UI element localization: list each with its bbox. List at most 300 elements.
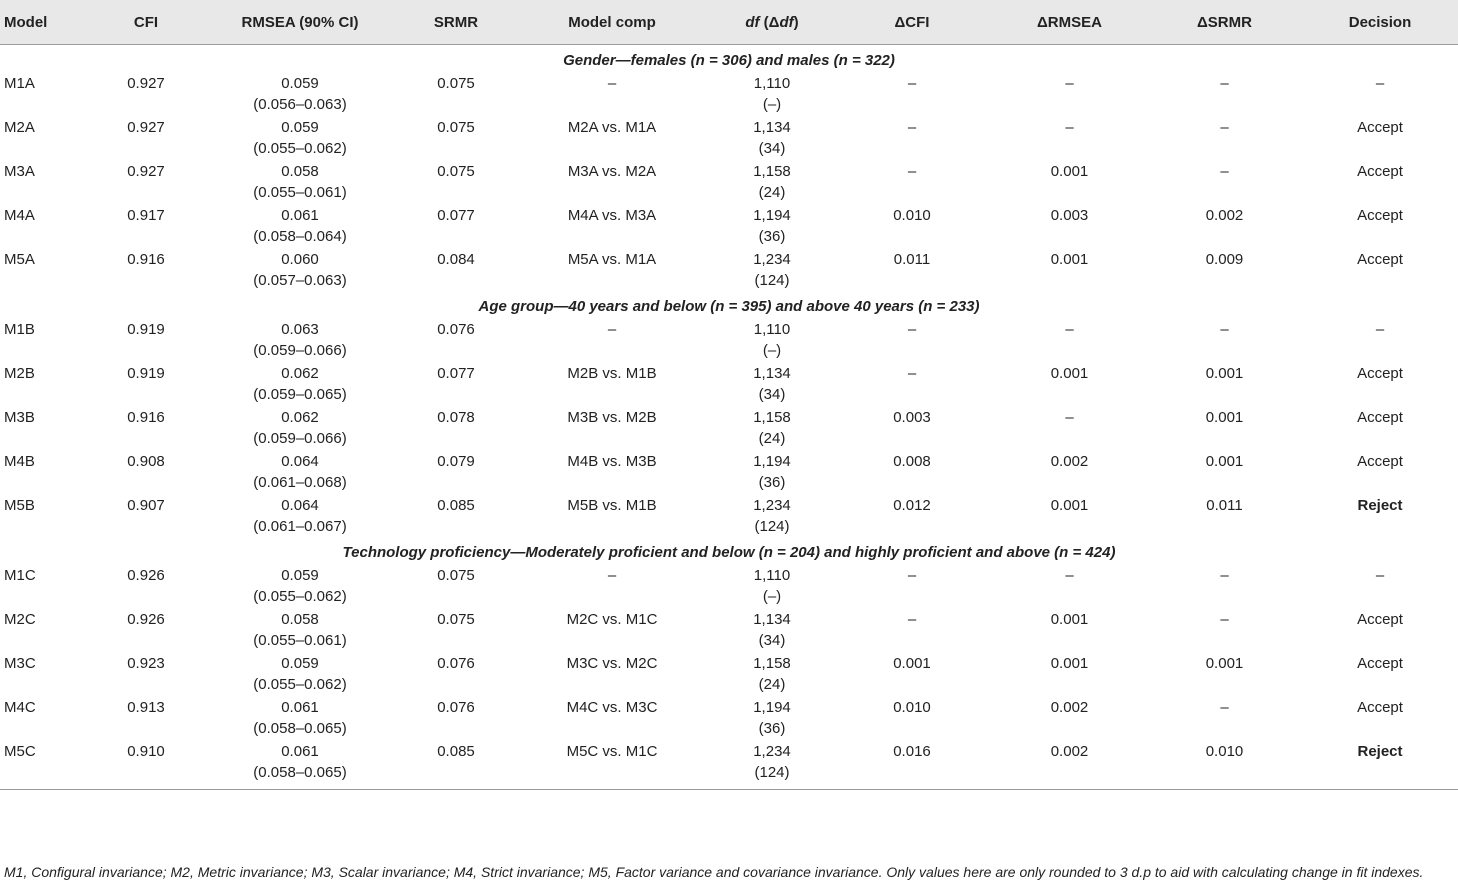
cell-df xyxy=(712,203,832,247)
cell-srmr xyxy=(400,247,512,291)
cell-delta-cfi xyxy=(832,493,992,537)
header-delta-cfi: ΔCFI xyxy=(832,0,992,45)
cell-delta-rmsea-value: – xyxy=(1065,75,1074,92)
cell-rmsea-ci: (0.058–0.065) xyxy=(253,720,347,737)
cell-delta-rmsea-value: 0.003 xyxy=(1050,207,1089,224)
cell-cfi-value: 0.926 xyxy=(127,567,165,584)
cell-delta-rmsea xyxy=(992,159,1147,203)
cell-srmr xyxy=(400,651,512,695)
cell-delta-rmsea-value: 0.002 xyxy=(1050,743,1089,760)
cell-model-comp-value: M3A vs. M2A xyxy=(567,163,657,180)
table-row xyxy=(0,247,1458,291)
cell-delta-srmr xyxy=(1147,159,1302,203)
cell-model-comp xyxy=(512,607,712,651)
cell-decision xyxy=(1302,247,1458,291)
cell-delta-rmsea-value: 0.001 xyxy=(1050,163,1089,180)
cell-rmsea xyxy=(200,739,400,790)
cell-srmr-value: 0.076 xyxy=(437,655,475,672)
cell-model-comp-value: M4C vs. M3C xyxy=(566,699,658,716)
cell-model-value: M5A xyxy=(4,251,35,268)
cell-decision xyxy=(1302,651,1458,695)
cell-cfi-value: 0.927 xyxy=(127,119,165,136)
cell-model-value: M4B xyxy=(4,453,35,470)
table-footnote: M1, Configural invariance; M2, Metric invariance; M3, Scalar invariance; M4, Strict invariance; M5, Factor variance and covariance invariance. Only values here are only rounded to 3 d.p to aid with calculating change in fit indexes. xyxy=(4,864,1424,880)
table-body xyxy=(0,45,1458,790)
table-row xyxy=(0,695,1458,739)
cell-model-value: M2C xyxy=(4,611,36,628)
cell-delta-cfi-value: – xyxy=(907,163,917,180)
cell-delta-df: (36) xyxy=(758,474,786,491)
cell-delta-cfi xyxy=(832,739,992,790)
table-row xyxy=(0,405,1458,449)
cell-df-value: 1,158 xyxy=(753,163,791,180)
cell-delta-cfi xyxy=(832,405,992,449)
cell-df-value: 1,134 xyxy=(753,365,791,382)
cell-model-value: M2A xyxy=(4,119,35,136)
cell-srmr xyxy=(400,317,512,361)
cell-rmsea-value: 0.059 xyxy=(281,119,319,136)
cell-rmsea-value: 0.063 xyxy=(281,321,319,338)
cell-delta-rmsea xyxy=(992,115,1147,159)
cell-decision-value: Accept xyxy=(1357,453,1403,470)
cell-cfi-value: 0.907 xyxy=(127,497,165,514)
cell-delta-rmsea-value: 0.001 xyxy=(1050,655,1089,672)
cell-delta-df: (24) xyxy=(758,676,786,693)
cell-delta-cfi-value: 0.003 xyxy=(893,409,931,426)
cell-rmsea-ci: (0.059–0.065) xyxy=(253,386,347,403)
cell-decision-value: Accept xyxy=(1357,655,1403,672)
cell-delta-cfi xyxy=(832,317,992,361)
cell-cfi xyxy=(92,563,200,607)
cell-rmsea-value: 0.062 xyxy=(281,365,319,382)
cell-model-comp-value: – xyxy=(607,567,617,584)
cell-delta-srmr-value: – xyxy=(1220,119,1229,136)
header-srmr: SRMR xyxy=(400,0,512,45)
cell-cfi-value: 0.927 xyxy=(127,163,165,180)
table-row xyxy=(0,317,1458,361)
cell-rmsea xyxy=(200,247,400,291)
cell-delta-rmsea-value: 0.001 xyxy=(1050,251,1089,268)
cell-delta-df: (36) xyxy=(758,228,786,245)
cell-model-comp xyxy=(512,317,712,361)
cell-rmsea xyxy=(200,563,400,607)
cell-delta-srmr-value: – xyxy=(1220,567,1229,584)
cell-df xyxy=(712,739,832,790)
cell-cfi xyxy=(92,115,200,159)
cell-srmr xyxy=(400,493,512,537)
cell-rmsea xyxy=(200,361,400,405)
cell-srmr-value: 0.085 xyxy=(437,743,475,760)
cell-df-value: 1,194 xyxy=(753,699,791,716)
cell-delta-srmr-value: 0.010 xyxy=(1205,743,1244,760)
cell-model-comp xyxy=(512,71,712,115)
cell-srmr-value: 0.078 xyxy=(437,409,475,426)
cell-model-comp-value: M2C vs. M1C xyxy=(566,611,658,628)
cell-delta-cfi xyxy=(832,71,992,115)
cell-df xyxy=(712,563,832,607)
cell-delta-df: (24) xyxy=(758,184,786,201)
cell-df xyxy=(712,159,832,203)
cell-model xyxy=(0,695,92,739)
cell-delta-srmr xyxy=(1147,695,1302,739)
cell-decision xyxy=(1302,563,1458,607)
header-df-close: ) xyxy=(793,13,799,31)
cell-delta-rmsea xyxy=(992,695,1147,739)
table-row xyxy=(0,159,1458,203)
cell-rmsea-ci: (0.055–0.062) xyxy=(253,140,347,157)
cell-delta-cfi-value: – xyxy=(907,321,917,338)
cell-cfi xyxy=(92,449,200,493)
header-cfi: CFI xyxy=(92,0,200,45)
section-header-row xyxy=(0,291,1458,317)
cell-model-comp xyxy=(512,203,712,247)
cell-df xyxy=(712,449,832,493)
table-row xyxy=(0,449,1458,493)
cell-decision-value: Accept xyxy=(1357,207,1403,224)
cell-cfi xyxy=(92,361,200,405)
cell-cfi xyxy=(92,607,200,651)
cell-rmsea-value: 0.059 xyxy=(281,75,319,92)
cell-delta-rmsea xyxy=(992,317,1147,361)
cell-rmsea-value: 0.061 xyxy=(281,743,319,760)
cell-rmsea-ci: (0.055–0.061) xyxy=(253,632,347,649)
cell-model xyxy=(0,71,92,115)
cell-decision xyxy=(1302,739,1458,790)
cell-model-value: M3B xyxy=(4,409,35,426)
cell-delta-df: (34) xyxy=(758,386,786,403)
cell-df xyxy=(712,405,832,449)
cell-rmsea-value: 0.059 xyxy=(281,567,319,584)
cell-cfi xyxy=(92,159,200,203)
cell-df xyxy=(712,71,832,115)
cell-delta-rmsea xyxy=(992,203,1147,247)
cell-delta-cfi xyxy=(832,115,992,159)
section-title: Technology proficiency—Moderately proficient and below (n = 204) and highly proficient and above (n = 424) xyxy=(342,544,1116,561)
cell-delta-srmr-value: 0.001 xyxy=(1205,409,1244,426)
cell-delta-srmr xyxy=(1147,203,1302,247)
cell-model xyxy=(0,493,92,537)
cell-delta-df: (24) xyxy=(758,430,786,447)
cell-df-value: 1,134 xyxy=(753,611,791,628)
cell-df xyxy=(712,317,832,361)
header-df-italic: df xyxy=(745,13,760,31)
cell-model xyxy=(0,317,92,361)
cell-delta-rmsea-value: 0.001 xyxy=(1050,611,1089,628)
cell-df-value: 1,134 xyxy=(753,119,791,136)
cell-cfi-value: 0.913 xyxy=(127,699,165,716)
cell-df xyxy=(712,493,832,537)
cell-rmsea-ci: (0.059–0.066) xyxy=(253,430,347,447)
cell-cfi xyxy=(92,71,200,115)
cell-cfi-value: 0.919 xyxy=(127,365,165,382)
cell-model xyxy=(0,651,92,695)
cell-delta-cfi-value: 0.011 xyxy=(893,251,931,268)
cell-cfi xyxy=(92,695,200,739)
section-header-row xyxy=(0,45,1458,72)
cell-model xyxy=(0,607,92,651)
cell-rmsea xyxy=(200,493,400,537)
cell-srmr xyxy=(400,405,512,449)
cell-cfi xyxy=(92,651,200,695)
cell-rmsea-ci: (0.058–0.064) xyxy=(253,228,347,245)
cell-delta-rmsea-value: 0.002 xyxy=(1050,699,1089,716)
cell-model-value: M1C xyxy=(4,567,36,584)
cell-model xyxy=(0,115,92,159)
cell-delta-rmsea xyxy=(992,361,1147,405)
cell-model-comp-value: M2B vs. M1B xyxy=(567,365,657,382)
cell-df-value: 1,110 xyxy=(753,567,791,584)
cell-srmr-value: 0.076 xyxy=(437,321,475,338)
cell-delta-rmsea-value: 0.002 xyxy=(1050,453,1089,470)
cell-srmr xyxy=(400,739,512,790)
section-title: Gender—females (n = 306) and males (n = 322) xyxy=(563,52,895,69)
cell-delta-rmsea-value: – xyxy=(1065,321,1074,338)
cell-srmr-value: 0.075 xyxy=(437,75,475,92)
cell-decision xyxy=(1302,493,1458,537)
cell-df-value: 1,234 xyxy=(753,743,791,760)
cell-df xyxy=(712,607,832,651)
header-delta-srmr: ΔSRMR xyxy=(1147,0,1302,45)
cell-delta-rmsea xyxy=(992,449,1147,493)
cell-delta-rmsea xyxy=(992,563,1147,607)
cell-cfi-value: 0.910 xyxy=(127,743,165,760)
header-decision: Decision xyxy=(1302,0,1458,45)
cell-delta-cfi xyxy=(832,247,992,291)
cell-delta-rmsea-value: 0.001 xyxy=(1050,497,1089,514)
cell-decision xyxy=(1302,317,1458,361)
cell-model-comp xyxy=(512,361,712,405)
cell-srmr xyxy=(400,695,512,739)
cell-rmsea xyxy=(200,695,400,739)
cell-srmr xyxy=(400,203,512,247)
cell-cfi xyxy=(92,493,200,537)
cell-rmsea xyxy=(200,651,400,695)
header-df-rest: (Δ xyxy=(759,13,780,31)
cell-delta-cfi xyxy=(832,695,992,739)
cell-rmsea-ci: (0.055–0.062) xyxy=(253,588,347,605)
cell-delta-srmr xyxy=(1147,317,1302,361)
cell-decision-value: Accept xyxy=(1357,163,1403,180)
cell-delta-srmr xyxy=(1147,739,1302,790)
cell-delta-cfi-value: 0.010 xyxy=(893,699,931,716)
cell-rmsea-ci: (0.061–0.067) xyxy=(253,518,347,535)
cell-delta-rmsea-value: – xyxy=(1065,567,1074,584)
cell-model-comp-value: M3B vs. M2B xyxy=(567,409,657,426)
cell-delta-rmsea xyxy=(992,651,1147,695)
cell-decision xyxy=(1302,449,1458,493)
cell-cfi xyxy=(92,739,200,790)
cell-delta-srmr-value: – xyxy=(1220,321,1229,338)
cell-df xyxy=(712,115,832,159)
cell-cfi-value: 0.908 xyxy=(127,453,165,470)
cell-decision xyxy=(1302,361,1458,405)
cell-rmsea-value: 0.059 xyxy=(281,655,319,672)
cell-delta-df: (34) xyxy=(758,632,786,649)
cell-rmsea-value: 0.060 xyxy=(281,251,319,268)
cell-delta-srmr xyxy=(1147,361,1302,405)
header-delta-rmsea: ΔRMSEA xyxy=(992,0,1147,45)
cell-decision-value: – xyxy=(1375,75,1385,92)
cell-delta-cfi xyxy=(832,203,992,247)
cell-delta-srmr xyxy=(1147,247,1302,291)
table-row xyxy=(0,651,1458,695)
cell-delta-cfi-value: – xyxy=(907,567,917,584)
cell-model-comp-value: M5C vs. M1C xyxy=(566,743,658,760)
cell-delta-srmr-value: 0.011 xyxy=(1206,497,1243,514)
cell-model-value: M1A xyxy=(4,75,35,92)
cell-decision-value: Accept xyxy=(1357,251,1403,268)
cell-cfi xyxy=(92,247,200,291)
cell-df-value: 1,158 xyxy=(753,655,791,672)
cell-srmr-value: 0.077 xyxy=(437,365,475,382)
cell-model-value: M3C xyxy=(4,655,36,672)
cell-rmsea-ci: (0.055–0.062) xyxy=(253,676,347,693)
cell-srmr-value: 0.075 xyxy=(437,119,475,136)
cell-delta-cfi-value: – xyxy=(907,365,917,382)
cell-cfi-value: 0.917 xyxy=(127,207,165,224)
cell-model xyxy=(0,203,92,247)
cell-model-comp xyxy=(512,115,712,159)
cell-cfi xyxy=(92,405,200,449)
cell-delta-cfi-value: – xyxy=(907,75,917,92)
section-title: Age group—40 years and below (n = 395) and above 40 years (n = 233) xyxy=(478,298,980,315)
cell-decision xyxy=(1302,607,1458,651)
cell-delta-srmr-value: 0.001 xyxy=(1205,655,1244,672)
cell-model xyxy=(0,449,92,493)
cell-model xyxy=(0,159,92,203)
cell-delta-rmsea xyxy=(992,739,1147,790)
cell-delta-srmr xyxy=(1147,493,1302,537)
header-model-comp: Model comp xyxy=(512,0,712,45)
cell-model-comp-value: M5B vs. M1B xyxy=(567,497,657,514)
cell-model-value: M4A xyxy=(4,207,35,224)
cell-model-comp xyxy=(512,651,712,695)
cell-cfi-value: 0.927 xyxy=(127,75,165,92)
cell-decision-value: Reject xyxy=(1357,497,1403,514)
cell-rmsea-value: 0.064 xyxy=(281,453,319,470)
cell-delta-rmsea xyxy=(992,493,1147,537)
cell-srmr-value: 0.075 xyxy=(437,567,475,584)
cell-delta-srmr-value: – xyxy=(1220,75,1229,92)
cell-delta-df: (124) xyxy=(754,272,790,289)
cell-model-value: M5C xyxy=(4,743,36,760)
cell-model xyxy=(0,739,92,790)
cell-rmsea xyxy=(200,159,400,203)
cell-delta-cfi xyxy=(832,651,992,695)
cell-srmr-value: 0.077 xyxy=(437,207,475,224)
cell-delta-srmr-value: – xyxy=(1220,163,1229,180)
cell-delta-df: (124) xyxy=(754,764,790,781)
cell-model-comp-value: – xyxy=(607,75,617,92)
header-df-italic-2: df xyxy=(779,13,794,31)
cell-srmr-value: 0.076 xyxy=(437,699,475,716)
header-model: Model xyxy=(0,0,92,45)
cell-delta-cfi-value: – xyxy=(907,611,917,628)
table-row xyxy=(0,71,1458,115)
cell-decision-value: Accept xyxy=(1357,409,1403,426)
cell-delta-df: (124) xyxy=(754,518,790,535)
cell-rmsea-value: 0.058 xyxy=(281,163,319,180)
cell-df-value: 1,194 xyxy=(753,453,791,470)
header-row xyxy=(0,0,1458,45)
cell-df xyxy=(712,247,832,291)
cell-df-value: 1,234 xyxy=(753,497,791,514)
cell-model-comp-value: M4B vs. M3B xyxy=(567,453,657,470)
cell-rmsea-value: 0.061 xyxy=(281,207,319,224)
cell-decision xyxy=(1302,203,1458,247)
cell-delta-srmr-value: – xyxy=(1220,699,1229,716)
cell-delta-srmr-value: – xyxy=(1220,611,1229,628)
cell-df-value: 1,110 xyxy=(753,321,791,338)
cell-df xyxy=(712,651,832,695)
cell-decision-value: Reject xyxy=(1357,743,1403,760)
cell-df xyxy=(712,361,832,405)
section-header-row xyxy=(0,537,1458,563)
cell-rmsea xyxy=(200,449,400,493)
cell-delta-df: (36) xyxy=(758,720,786,737)
cell-model-comp-value: M3C vs. M2C xyxy=(566,655,658,672)
cell-df-value: 1,194 xyxy=(753,207,791,224)
table-row xyxy=(0,563,1458,607)
cell-model-comp-value: M2A vs. M1A xyxy=(567,119,657,136)
cell-delta-cfi xyxy=(832,449,992,493)
cell-decision-value: Accept xyxy=(1357,611,1403,628)
cell-model-comp-value: – xyxy=(607,321,617,338)
cell-srmr-value: 0.075 xyxy=(437,163,475,180)
cell-decision-value: Accept xyxy=(1357,699,1403,716)
cell-srmr xyxy=(400,361,512,405)
cell-df-value: 1,158 xyxy=(753,409,791,426)
cell-delta-srmr-value: 0.002 xyxy=(1205,207,1244,224)
cell-model-value: M3A xyxy=(4,163,35,180)
cell-delta-rmsea-value: 0.001 xyxy=(1050,365,1089,382)
cell-delta-rmsea xyxy=(992,71,1147,115)
cell-rmsea-ci: (0.057–0.063) xyxy=(253,272,347,289)
cell-rmsea-value: 0.058 xyxy=(281,611,319,628)
cell-delta-rmsea xyxy=(992,607,1147,651)
cell-rmsea-value: 0.064 xyxy=(281,497,319,514)
table-row xyxy=(0,203,1458,247)
cell-df-value: 1,234 xyxy=(753,251,791,268)
cell-srmr xyxy=(400,159,512,203)
cell-decision xyxy=(1302,115,1458,159)
cell-delta-rmsea-value: – xyxy=(1065,409,1074,426)
cell-srmr xyxy=(400,563,512,607)
cell-decision xyxy=(1302,405,1458,449)
cell-cfi-value: 0.916 xyxy=(127,409,165,426)
cell-model-comp xyxy=(512,405,712,449)
cell-delta-srmr xyxy=(1147,71,1302,115)
cell-model-value: M5B xyxy=(4,497,35,514)
cell-df xyxy=(712,695,832,739)
cell-decision xyxy=(1302,695,1458,739)
cell-delta-srmr-value: 0.001 xyxy=(1205,453,1244,470)
cell-delta-df: (–) xyxy=(762,342,782,359)
cell-rmsea xyxy=(200,607,400,651)
cell-delta-srmr-value: 0.009 xyxy=(1205,251,1244,268)
cell-rmsea xyxy=(200,115,400,159)
table-row xyxy=(0,739,1458,790)
cell-delta-srmr xyxy=(1147,651,1302,695)
cell-rmsea xyxy=(200,71,400,115)
cell-cfi-value: 0.923 xyxy=(127,655,165,672)
table-row xyxy=(0,115,1458,159)
cell-model xyxy=(0,247,92,291)
cell-delta-cfi-value: 0.016 xyxy=(893,743,931,760)
cell-delta-rmsea-value: – xyxy=(1065,119,1074,136)
cell-rmsea-value: 0.062 xyxy=(281,409,319,426)
cell-model xyxy=(0,563,92,607)
